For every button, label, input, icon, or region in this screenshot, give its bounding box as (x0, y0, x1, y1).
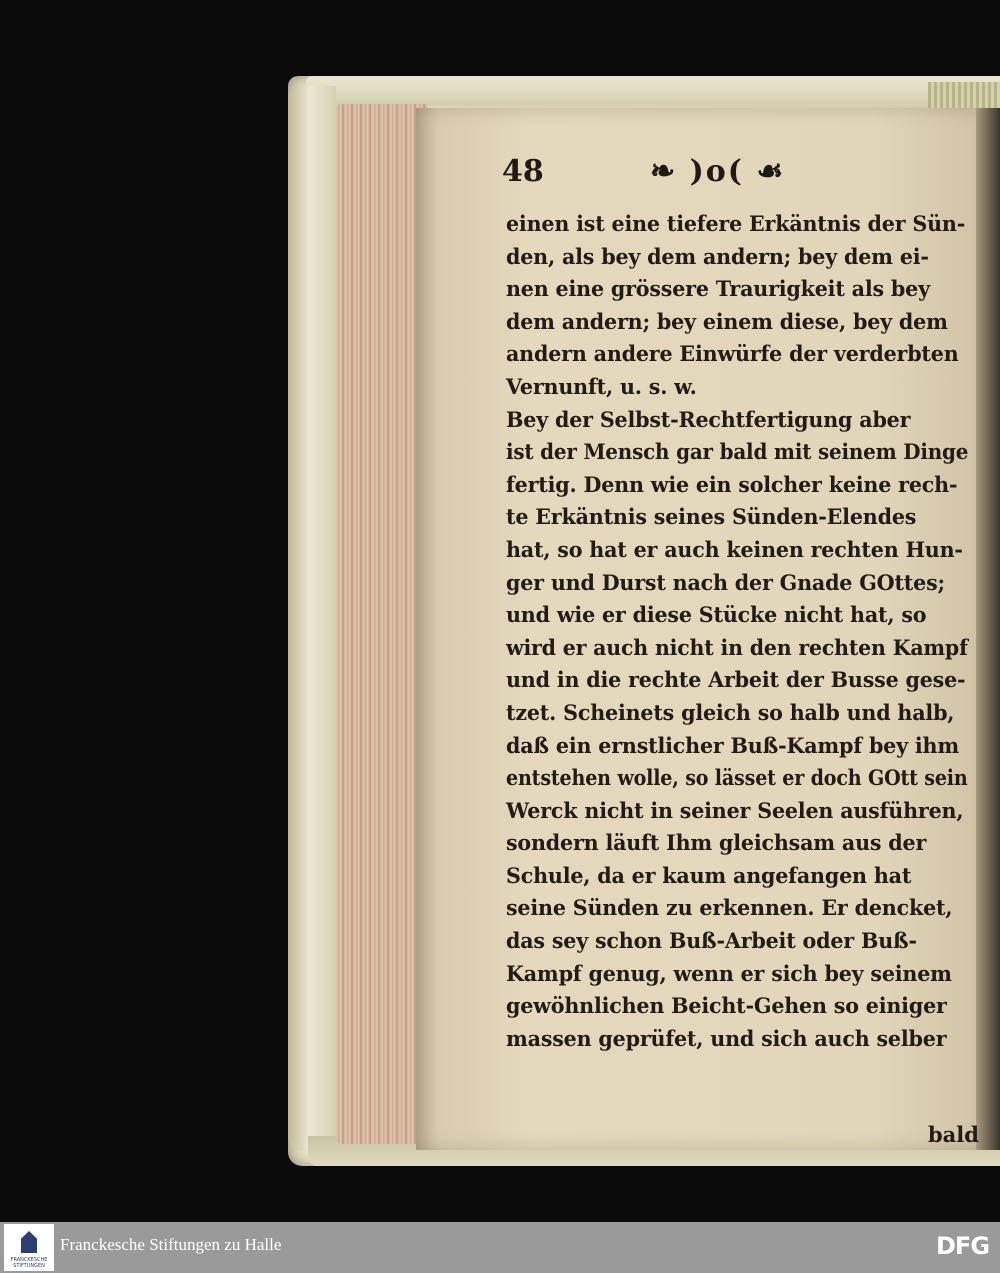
text-line: nen eine grössere Traurigkeit als bey (506, 276, 930, 302)
logo-text: FRANCKESCHE STIFTUNGEN (10, 1257, 48, 1269)
institution-logo[interactable] (4, 1224, 54, 1271)
bookmark-ribbon (928, 82, 1000, 108)
page-text (506, 208, 976, 1055)
book (288, 76, 1000, 1166)
text-line: massen geprüfet, und sich auch selber (506, 1025, 947, 1051)
text-line: daß ein ernstlicher Buß-Kampf bey ihm (506, 732, 960, 758)
text-line: Kampf genug, wenn er sich bey seinem (506, 960, 952, 986)
text-line: ger und Durst nach der Gnade GOttes; (506, 569, 945, 595)
footer-bar (0, 1222, 1000, 1273)
text-line: einen ist eine tiefere Erkäntnis der Sün- (506, 211, 966, 236)
text-line: gewöhnlichen Beicht-Gehen so einiger (506, 993, 947, 1019)
cover-spine (288, 86, 336, 1151)
dfg-logo[interactable]: DFG (936, 1232, 990, 1260)
text-line: fertig. Denn wie ein solcher keine rech- (506, 471, 958, 497)
text-line: te Erkäntnis seines Sünden-Elendes (506, 504, 917, 530)
cover-top-edge (306, 76, 1000, 106)
header-ornament: ❧ )o( ☙ (650, 154, 786, 189)
building-icon (21, 1231, 37, 1253)
institution-name[interactable]: Franckesche Stiftungen zu Halle (60, 1235, 282, 1254)
text-line: hat, so hat er auch keinen rechten Hun- (506, 536, 963, 562)
text-line: und wie er diese Stücke nicht hat, so (506, 602, 927, 628)
catchword: bald (928, 1122, 979, 1147)
text-line: sondern läuft Ihm gleichsam aus der (506, 830, 927, 856)
text-line: Vernunft, u. s. w. (506, 373, 697, 399)
page-number: 48 (502, 154, 544, 189)
text-line: entstehen wolle, so lässet er doch GOtt sein (506, 765, 968, 791)
text-line: Bey der Selbst-Rechtfertigung aber (506, 406, 911, 432)
text-line: Schule, da er kaum angefangen hat (506, 862, 912, 888)
text-line: das sey schon Buß-Arbeit oder Buß- (506, 928, 917, 954)
page-gutter-shadow (976, 108, 1000, 1150)
text-line: wird er auch nicht in den rechten Kampf (506, 634, 968, 660)
text-line: seine Sünden zu erkennen. Er dencket, (506, 895, 953, 921)
text-line: und in die rechte Arbeit der Busse gese- (506, 667, 966, 693)
running-header (502, 154, 862, 194)
page-edges (336, 104, 428, 1144)
text-line: ist der Mensch gar bald mit seinem Dinge (506, 439, 969, 465)
text-line: Werck nicht in seiner Seelen ausführen, (506, 797, 964, 823)
text-line: tzet. Scheinets gleich so halb und halb, (506, 699, 955, 725)
text-line: dem andern; bey einem diese, bey dem (506, 308, 948, 334)
text-line: den, als bey dem andern; bey dem ei- (506, 243, 929, 269)
text-line: andern andere Einwürfe der verderbten (506, 341, 959, 367)
